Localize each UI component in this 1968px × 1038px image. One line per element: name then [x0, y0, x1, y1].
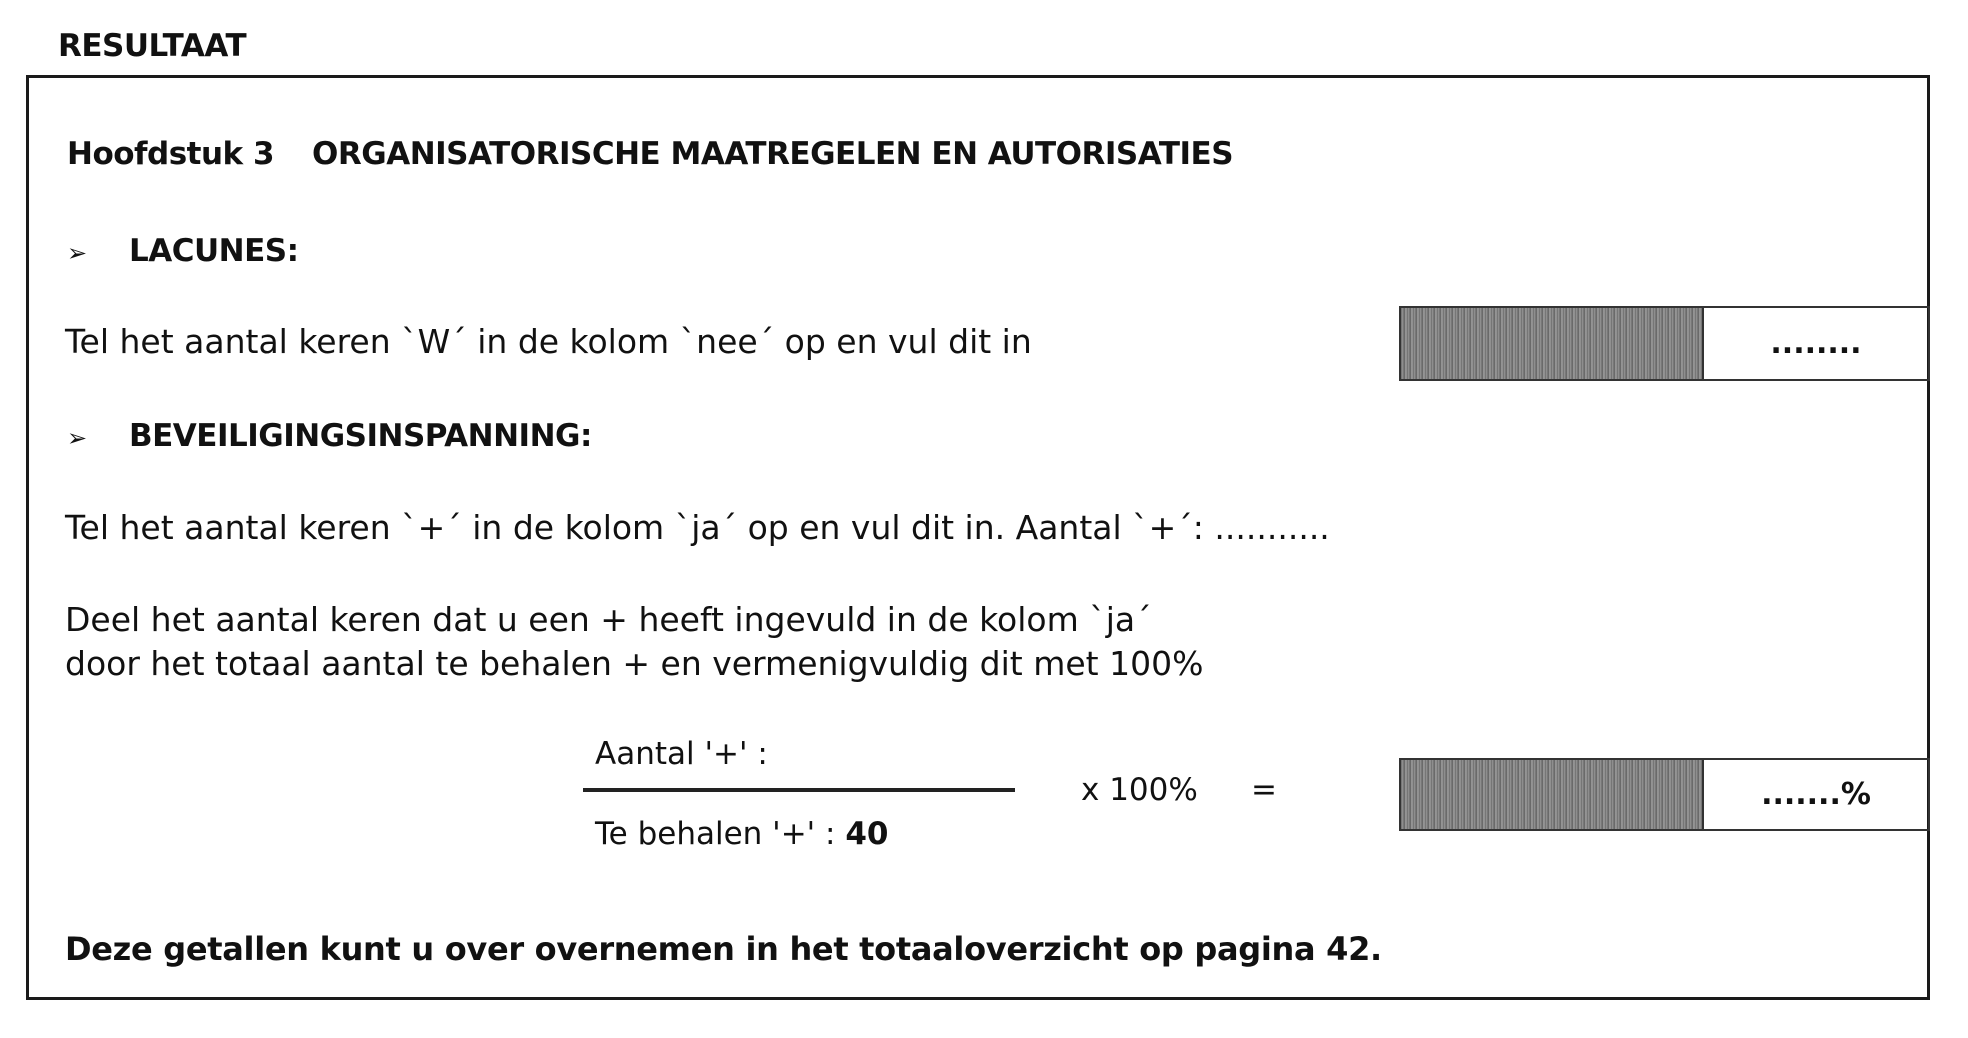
equals-sign: =	[1251, 772, 1277, 808]
count-plus-instruction: Tel het aantal keren `+´ in de kolom `ja´ op en vul dit in. Aantal `+´: ...........	[65, 508, 1330, 547]
result-frame	[26, 75, 1930, 1000]
denominator-label: Te behalen '+' :	[595, 816, 846, 852]
lacunes-count-field[interactable]: ........	[1702, 306, 1930, 381]
lacunes-shaded-box	[1399, 306, 1704, 381]
section-heading: RESULTAAT	[58, 28, 247, 64]
beveiliging-heading	[67, 418, 592, 454]
chapter-number: Hoofdstuk 3	[67, 136, 275, 172]
divide-instruction-line-1: Deel het aantal keren dat u een + heeft ingevuld in de kolom `ja´	[65, 600, 1152, 639]
lacunes-title: LACUNES:	[129, 233, 299, 269]
arrow-bullet-icon: ➢	[67, 424, 87, 452]
chapter-title: ORGANISATORISCHE MAATREGELEN EN AUTORISATIES	[312, 136, 1234, 172]
lacunes-heading	[67, 233, 299, 269]
fraction-numerator: Aantal '+' :	[595, 736, 768, 772]
denominator-value: 40	[845, 816, 889, 852]
chapter-heading	[67, 136, 1233, 172]
multiplier-text: x 100%	[1081, 772, 1198, 808]
lacunes-instruction: Tel het aantal keren `W´ in de kolom `nee´ op en vul dit in	[65, 322, 1032, 361]
arrow-bullet-icon: ➢	[67, 239, 87, 267]
footer-note: Deze getallen kunt u over overnemen in het totaaloverzicht op pagina 42.	[65, 930, 1382, 968]
percentage-shaded-box	[1399, 758, 1704, 831]
divide-instruction-line-2: door het totaal aantal te behalen + en vermenigvuldig dit met 100%	[65, 644, 1204, 683]
beveiliging-title: BEVEILIGINGSINSPANNING:	[129, 418, 592, 454]
fraction-denominator	[595, 816, 889, 852]
percentage-field[interactable]: .......%	[1702, 758, 1930, 831]
fraction-bar	[583, 788, 1015, 792]
